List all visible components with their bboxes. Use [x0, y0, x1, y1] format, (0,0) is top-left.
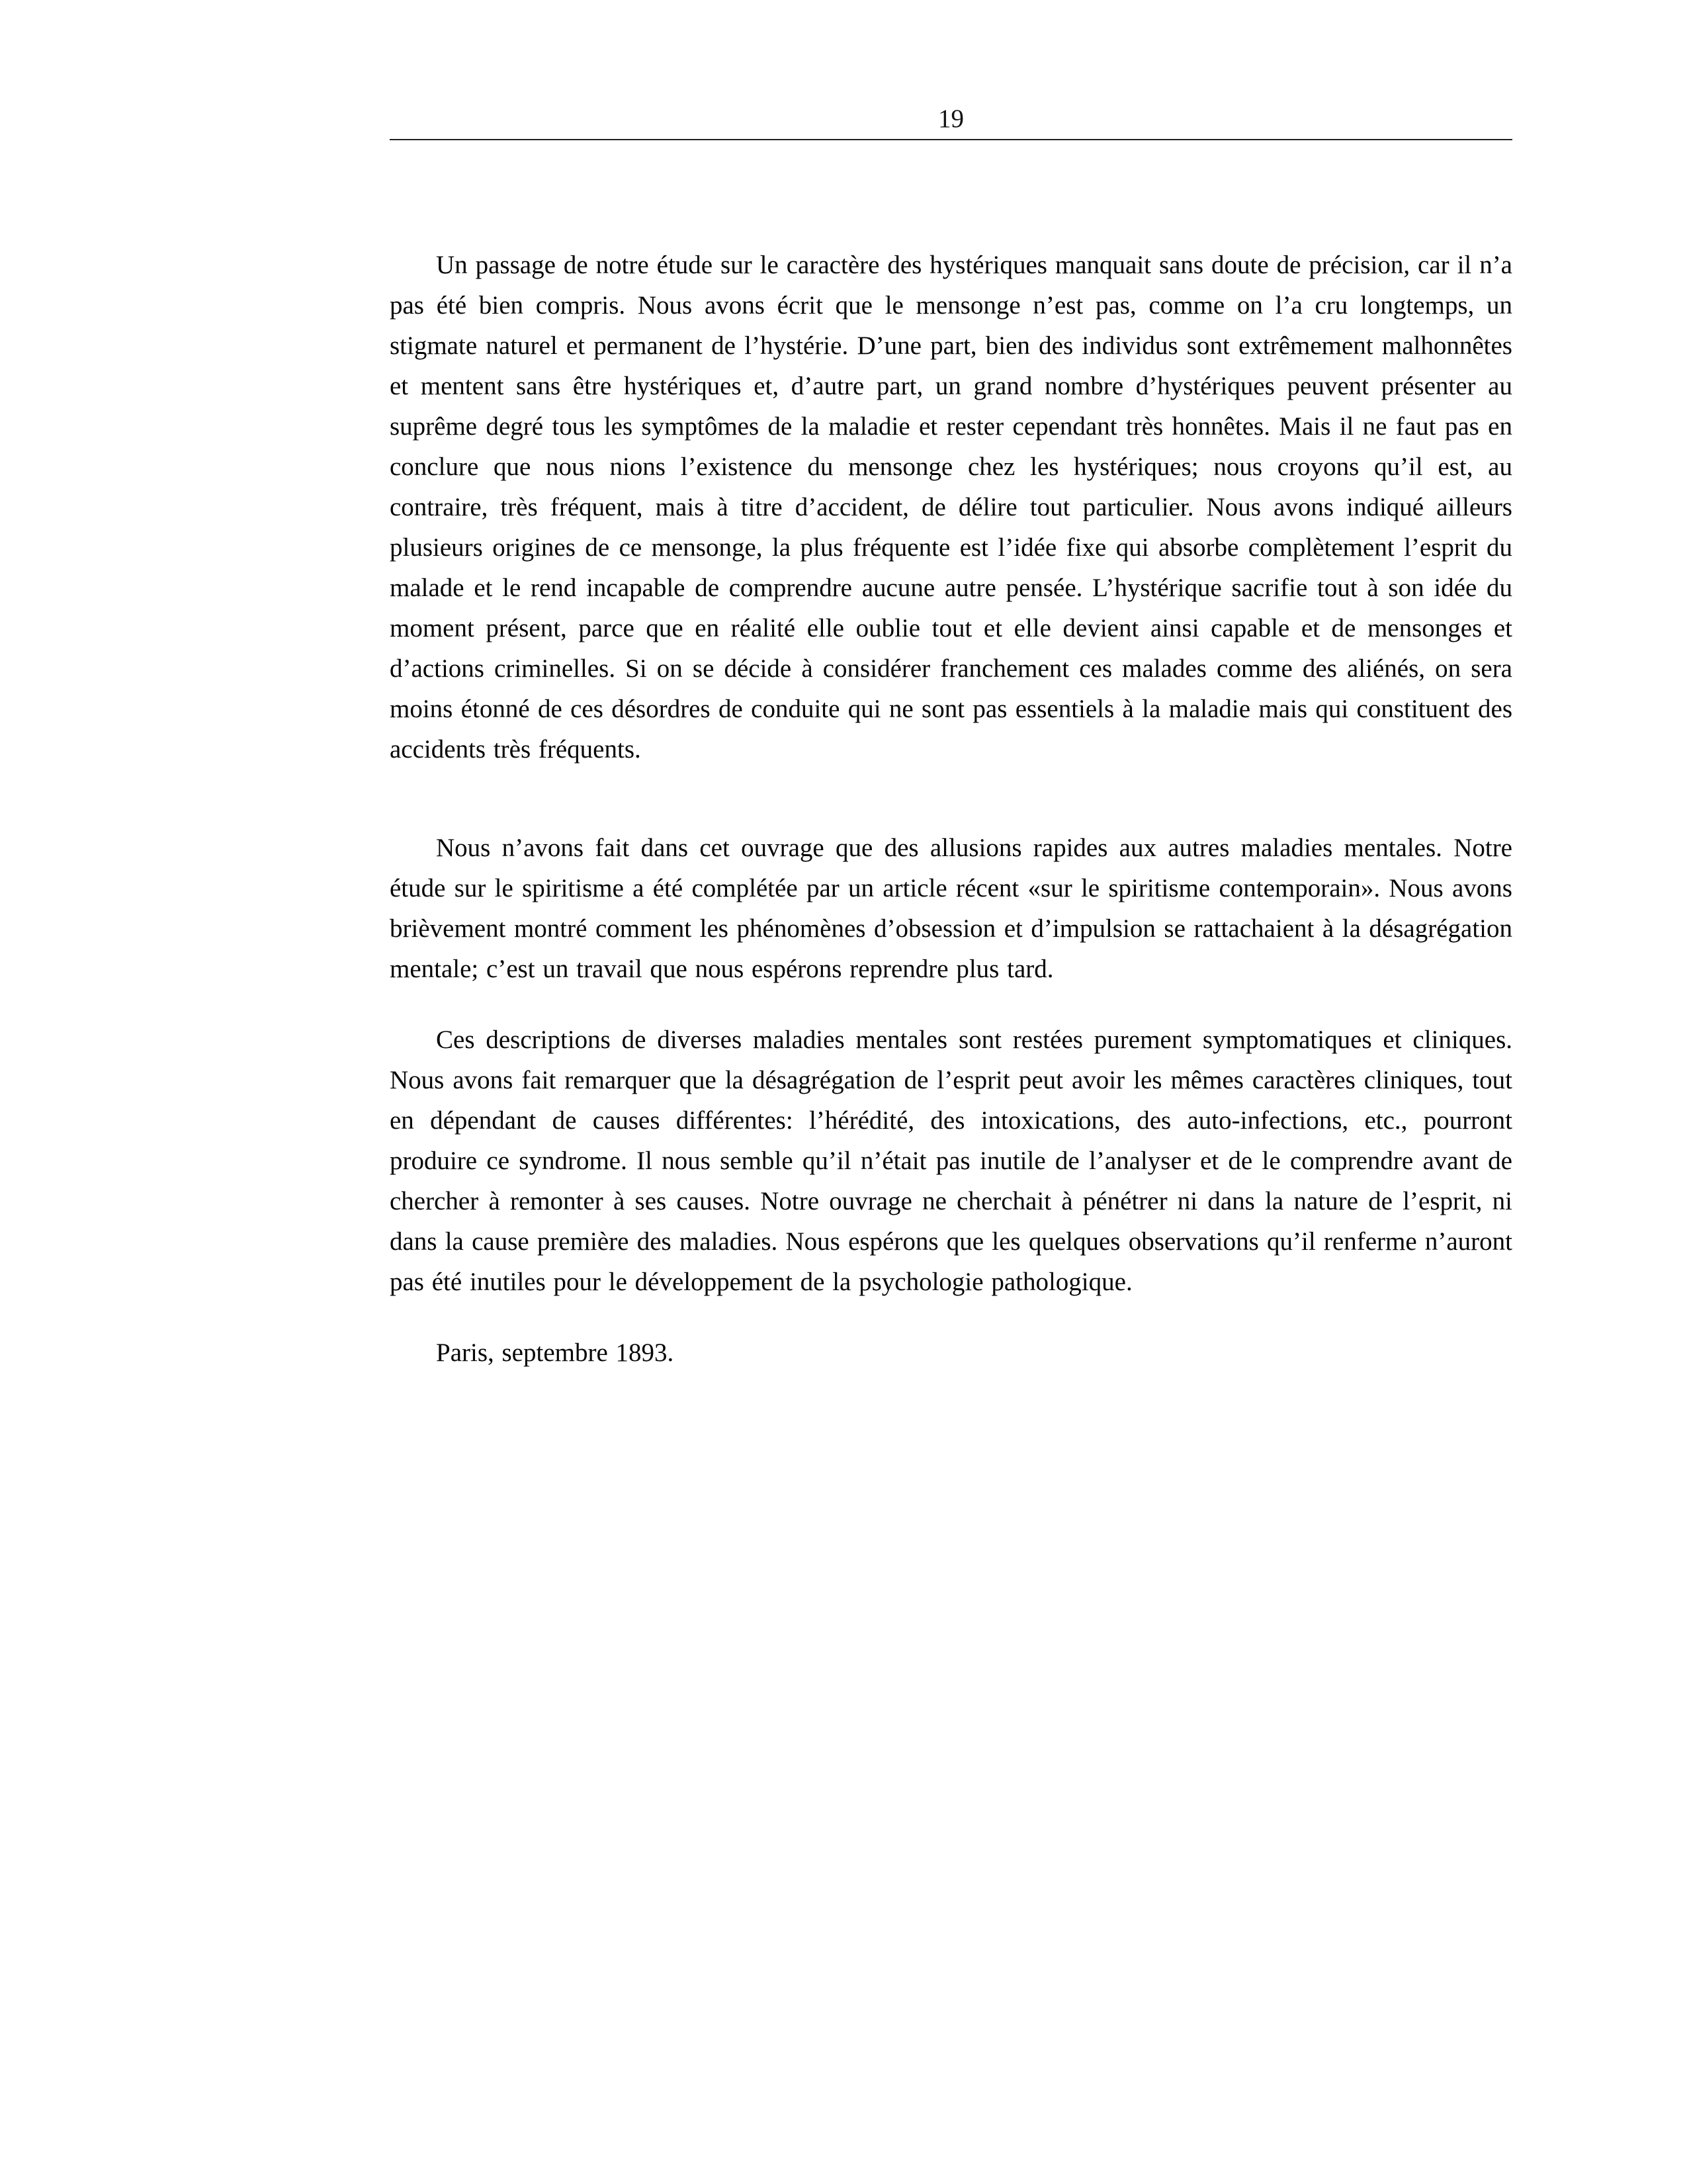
paragraph-other-mental-illnesses: Nous n’avons fait dans cet ouvrage que des allusions rapides aux autres maladies mentales. Notre étude sur le spiritisme a été complétée par un article récent «sur le spiritisme contemporain». Nous avons brièvement montré comment les phénomènes d’obsession et d’impulsion se rattachaient à la désagrégation mentale; c’est un travail que nous espérons reprendre plus tard.: [390, 834, 1512, 983]
text-block: [390, 245, 1512, 1373]
page-number: 19: [938, 105, 964, 133]
header-rule: [390, 139, 1512, 140]
dateline: Paris, septembre 1893.: [436, 1338, 674, 1367]
paragraph-symptomatic-descriptions: Ces descriptions de diverses maladies mentales sont restées purement symptomatiques et cliniques. Nous avons fait remarquer que la désagrégation de l’esprit peut avoir les mêmes caractères cliniques, tout en dépendant de causes différentes: l’hérédité, des intoxications, des auto-infections, etc., pourront produire ce syndrome. Il nous semble qu’il n’était pas inutile de l’analyser et de le comprendre avant de chercher à remonter à ses causes. Notre ouvrage ne cherchait à pénétrer ni dans la nature de l’esprit, ni dans la cause première des maladies. Nous espérons que les quelques observations qu’il renferme n’auront pas été inutiles pour le développement de la psychologie pathologique.: [390, 1026, 1512, 1296]
section-break: [390, 800, 1512, 828]
paragraph-hysteria-lying: Un passage de notre étude sur le caractère des hystériques manquait sans doute de précision, car il n’a pas été bien compris. Nous avons écrit que le mensonge n’est pas, comme on l’a cru longtemps, un stigmate naturel et permanent de l’hystérie. D’une part, bien des individus sont extrêmement malhonnêtes et mentent sans être hystériques et, d’autre part, un grand nombre d’hystériques peuvent présenter au suprême degré tous les symptômes de la maladie et rester cependant très honnêtes. Mais il ne faut pas en conclure que nous nions l’existence du mensonge chez les hystériques; nous croyons qu’il est, au contraire, très fréquent, mais à titre d’accident, de délire tout particulier. Nous avons indiqué ailleurs plusieurs origines de ce mensonge, la plus fréquente est l’idée fixe qui absorbe complètement l’esprit du malade et le rend incapable de comprendre aucune autre pensée. L’hystérique sacrifie tout à son idée du moment présent, parce que en réalité elle oublie tout et elle devient ainsi capable et de mensonges et d’actions criminelles. Si on se décide à considérer franchement ces malades comme des aliénés, on sera moins étonné de ces désordres de conduite qui ne sont pas essentiels à la maladie mais qui constituent des accidents très fréquents.: [390, 251, 1512, 764]
content-column: [390, 0, 1512, 1373]
